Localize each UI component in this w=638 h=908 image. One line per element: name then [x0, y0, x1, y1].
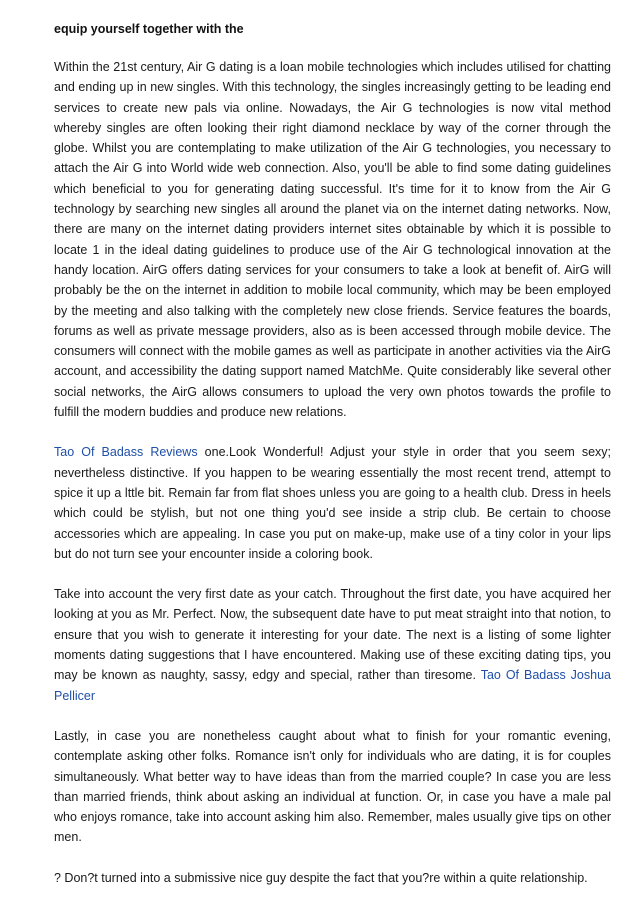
document-heading: equip yourself together with the [54, 22, 244, 36]
paragraph-romantic-evening: Lastly, in case you are nonetheless caught about what to finish for your romantic evening, contemplate asking other folks. Romance isn't only for individuals who are dating, it is for couples simultaneously. What better way to have ideas than from the married couple? In case you are less than married friends, think about asking an individual at function. Or, in case you have a male pal who enjoys romance, take into account asking him also. Remember, males usually give tips on other men. [54, 728, 611, 845]
document-page [54, 20, 611, 908]
tao-of-badass-reviews-link[interactable]: Tao Of Badass Reviews [54, 445, 198, 460]
paragraph-first-date-text: Take into account the very first date as your catch. Throughout the first date, you have acquired her looking at you as Mr. Perfect. Now, the subsequent date have to put meat straight into that notion, to ensure that you wish to generate it interesting for your date. The next is a listing of some lighter moments dating suggestions that I have encountered. Making use of these exciting dating tips, you may be known as naughty, sassy, edgy and special, rather than tiresome. [54, 587, 611, 683]
paragraph-look-wonderful [54, 442, 611, 564]
paragraph-first-date [54, 584, 611, 706]
paragraph-look-wonderful-text: one.Look Wonderful! Adjust your style in order that you seem sexy; nevertheless distinctive. If you happen to be wearing essentially the most recent trend, attempt to spice it up a lttle bit. Remain far from flat shoes unless you are going to a health club. Dress in heels which could be stylish, but not one thing you'd see inside a strip club. Be certain to choose accessories which are appealing. In case you put on make-up, make use of a tiny color in your lips but do not turn see your encounter inside a coloring book. [54, 445, 612, 561]
paragraph-nice-guy: ? Don?t turned into a submissive nice guy despite the fact that you?re within a quite relationship. [54, 870, 588, 885]
paragraph-airg-dating: Within the 21st century, Air G dating is a loan mobile technologies which includes utilised for chatting and ending up in new singles. With this technology, the singles increasingly getting to be leading end services to create new pals via online. Nowadays, the Air G technologies is now vital method whereby singles are often looking their right diamond necklace by way of the corner through the globe. Whilst you are contemplating to make utilization of the Air G technologies, you necessary to attach the Air G into World wide web connection. Also, you'll be able to find some dating guidelines which beneficial to you for generating dating successful. It's time for it to know from the Air G technology by searching new singles all around the planet via on the internet dating networks. Now, there are many on the internet dating providers internet sites obtainable by which it is possible to locate 1 in the ideal dating guidelines to produce use of the Air G technological innovation at the handy location. AirG offers dating services for your consumers to take a look at benefit of. AirG will probably be the on the internet in addition to mobile local community, which may be been employed by the meeting and also talking with the completely new close friends. Service features the boards, forums as well as private message providers, also as is been accessed through mobile device. The consumers will connect with the mobile games as well as participate in another activities via the AirG account, and accessibility the dating support named MatchMe. Quite considerably like several other social networks, the AirG allows consumers to upload the very own photos towards the profile to fulfill the modern buddies and produce new relations. [54, 60, 611, 420]
tao-of-badass-joshua-pellicer-link[interactable]: Tao Of Badass Joshua Pellicer [54, 668, 611, 703]
